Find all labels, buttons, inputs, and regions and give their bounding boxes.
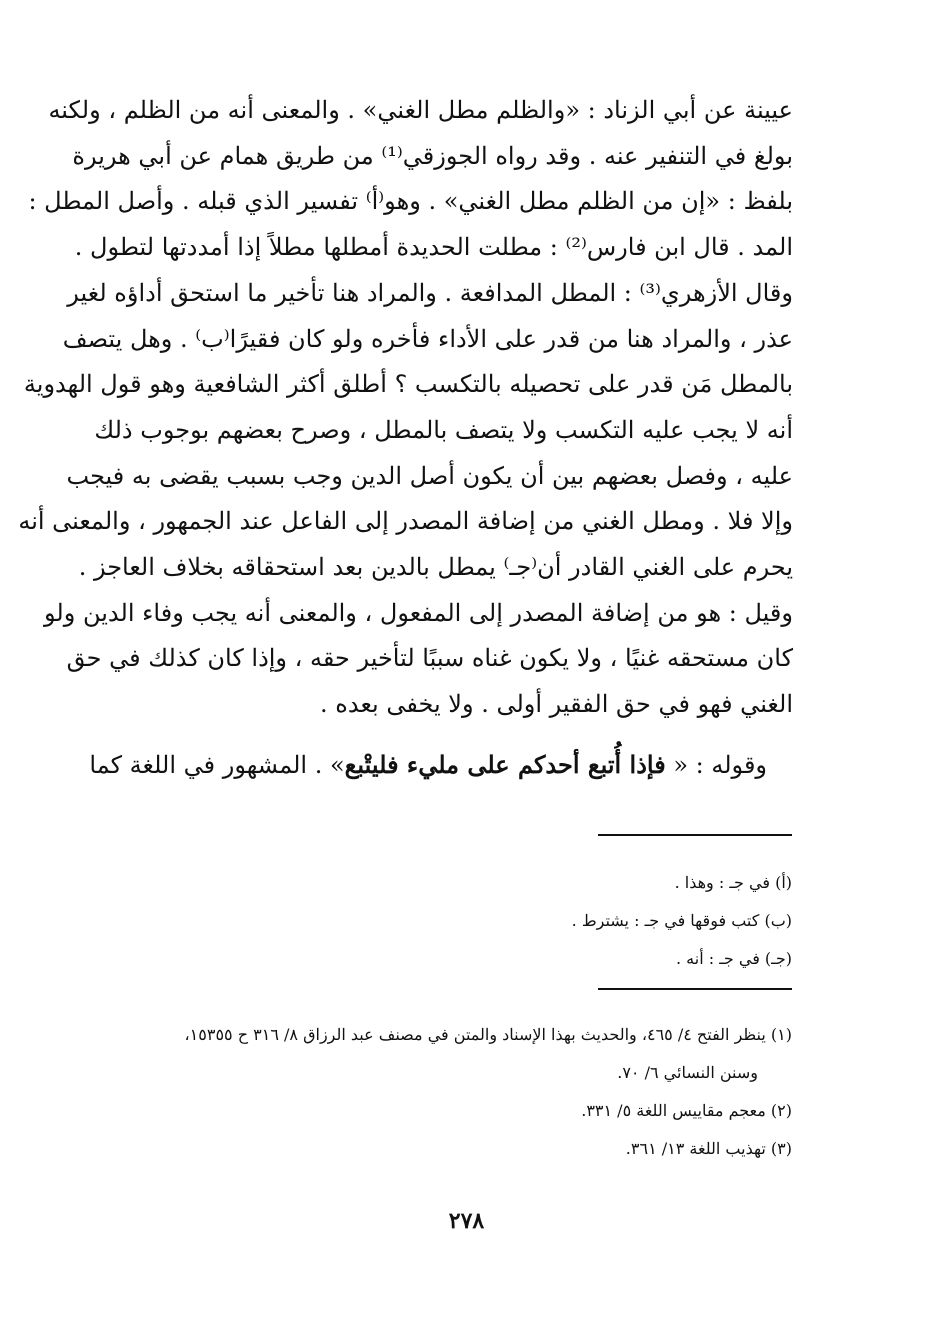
body-line: كان مستحقه غنيًا ، ولا يكون غناه سببًا لتأخير حقه ، وإذا كان كذلك في حق: [66, 644, 793, 673]
body-line: وإلا فلا . ومطل الغني من إضافة المصدر إلى الفاعل عند الجمهور ، والمعنى أنه: [18, 507, 793, 536]
numbered-footnotes: [127, 1016, 792, 1168]
footnote-divider-numbers: [598, 988, 792, 990]
footnote-3: (٣) تهذيب اللغة ١٣/ ٣٦١.: [625, 1139, 792, 1158]
body-line: أنه لا يجب عليه التكسب ولا يتصف بالمطل ، وصرح بعضهم بوجوب ذلك: [94, 415, 793, 444]
main-paragraph: [18, 88, 793, 728]
footnote-1: (١) ينظر الفتح ٤/ ٤٦٥، والحديث بهذا الإسناد والمتن في مصنف عبد الرزاق ٨/ ٣١٦ ح ١٥٣٥٥،: [184, 1025, 792, 1044]
body-line: عليه ، وفصل بعضهم بين أن يكون أصل الدين وجب بسبب يقضى به فيجب: [66, 461, 793, 490]
body-line: بالمطل مَن قدر على تحصيله بالتكسب ؟ أطلق أكثر الشافعية وهو قول الهدوية: [23, 370, 793, 399]
body-line: الغني فهو في حق الفقير أولى . ولا يخفى بعده .: [320, 690, 793, 719]
body-line: بلفظ : «إن من الظلم مطل الغني» . وهو⁽أ⁾ تفسير الذي قبله . وأصل المطل :: [28, 187, 793, 216]
footnote-b: (ب) كتب فوقها في جـ : يشترط .: [571, 911, 792, 930]
para2-tail: » . المشهور في اللغة كما: [89, 751, 345, 779]
letter-footnotes: [392, 864, 792, 978]
body-line: المد . قال ابن فارس⁽²⁾ : مطلت الحديدة أمطلها مطلاً إذا أمددتها لتطول .: [74, 233, 793, 262]
body-line: عيينة عن أبي الزناد : «والظلم مطل الغني» . والمعنى أنه من الظلم ، ولكنه: [48, 96, 793, 124]
body-line: وقيل : هو من إضافة المصدر إلى المفعول ، والمعنى أنه يجب وفاء الدين ولو: [44, 598, 793, 627]
footnote-a: (أ) في جـ : وهذا .: [674, 873, 792, 892]
page-number: ٢٧٨: [448, 1208, 485, 1234]
body-line: بولغ في التنفير عنه . وقد رواه الجوزقي⁽¹⁾ من طريق همام عن أبي هريرة: [72, 141, 793, 170]
footnote-1-continued: وسنن النسائي ٦/ ٧٠.: [617, 1063, 758, 1082]
body-line: وقال الأزهري⁽³⁾ : المطل المدافعة . والمراد هنا تأخير ما استحق أداؤه لغير: [67, 278, 793, 307]
body-line: يحرم على الغني القادر أن⁽جـ⁾ يمطل بالدين بعد استحقاقه بخلاف العاجز .: [78, 553, 793, 582]
hadith-quote: فإذا أُتبع أحدكم على مليء فليتْبع: [344, 750, 666, 779]
para2-lead: وقوله : «: [665, 751, 767, 779]
footnote-divider-letters: [598, 834, 792, 836]
footnote-2: (٢) معجم مقاييس اللغة ٥/ ٣٣١.: [581, 1101, 792, 1120]
footnote-j: (جـ) في جـ : أنه .: [675, 949, 792, 968]
second-paragraph: [89, 742, 793, 788]
body-line: عذر ، والمراد هنا من قدر على الأداء فأخره ولو كان فقيرًا⁽ب⁾ . وهل يتصف: [62, 324, 793, 353]
